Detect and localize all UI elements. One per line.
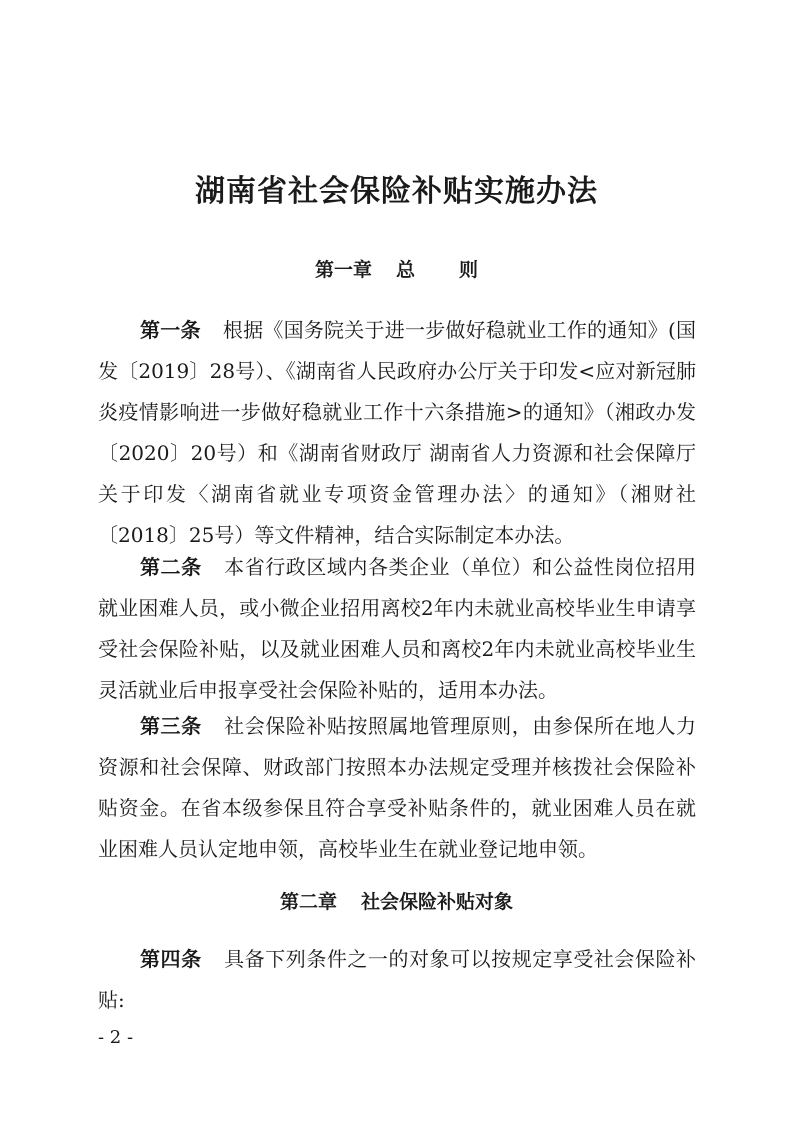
chapter-one-name-part1: 总 xyxy=(395,259,415,281)
article-three-text: 社会保险补贴按照属地管理原则，由参保所在地人力资源和社会保障、财政部门按照本办法规定受理并核拨社会保险补贴资金。在省本级参保且符合享受补贴条件的，就业困难人员在就业困难人员认定地申领，高校毕业生在就业登记地申领。 xyxy=(98,714,697,861)
page-number: - 2 - xyxy=(98,1027,134,1048)
article-one-text: 根据《国务院关于进一步做好稳就业工作的通知》(国发〔2019〕28号）、《湖南省人民政府办公厅关于印发<应对新冠肺炎疫情影响进一步做好稳就业工作十六条措施>的通知》（湘政办发〔2020〕20号）和《湖南省财政厅 湖南省人力资源和社会保障厅关于印发〈湖南省就业专项资金管理办法〉的通知》（湘财社〔2018〕25号）等文件精神，结合实际制定本办法。 xyxy=(98,318,696,547)
article-four-text: 具备下列条件之一的对象可以按规定享受社会保险补贴: xyxy=(98,947,697,1012)
article-four-label: 第四条 xyxy=(140,947,202,971)
chapter-one-label: 第一章 xyxy=(314,259,372,281)
chapter-two-heading xyxy=(0,887,793,917)
article-one xyxy=(98,310,696,556)
chapter-two-label: 第二章 xyxy=(279,891,337,913)
article-one-label: 第一条 xyxy=(140,318,201,342)
article-four xyxy=(98,939,696,1021)
document-title: 湖南省社会保险补贴实施办法 xyxy=(195,174,598,209)
article-two xyxy=(98,547,696,711)
article-three-label: 第三条 xyxy=(140,714,202,738)
article-three xyxy=(98,706,696,870)
article-two-text: 本省行政区域内各类企业（单位）和公益性岗位招用就业困难人员，或小微企业招用离校2年内未就业高校毕业生申请享受社会保险补贴，以及就业困难人员和离校2年内未就业高校毕业生灵活就业后申报享受社会保险补贴的，适用本办法。 xyxy=(98,555,697,702)
chapter-one-heading xyxy=(0,255,793,285)
chapter-one-name-part2: 则 xyxy=(459,259,479,281)
article-two-label: 第二条 xyxy=(140,555,202,579)
chapter-two-name: 社会保险补贴对象 xyxy=(361,891,514,913)
